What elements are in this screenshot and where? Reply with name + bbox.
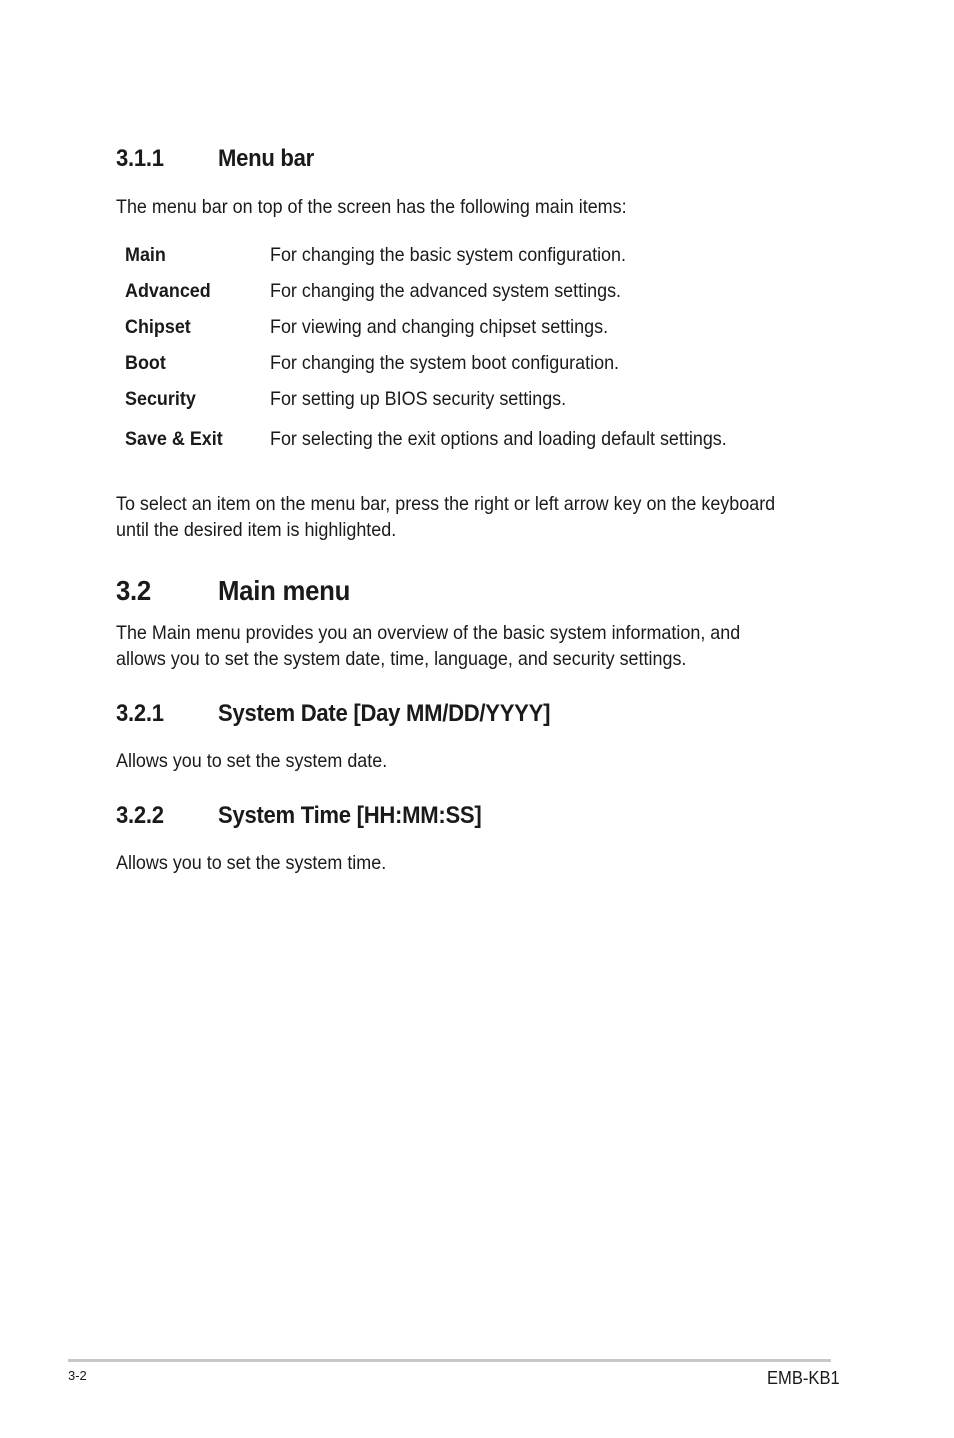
select-note-line: To select an item on the menu bar, press the right or left arrow key on the keyboard bbox=[116, 493, 776, 515]
menu-item-term: Main bbox=[125, 244, 166, 266]
menu-item-term: Security bbox=[125, 388, 196, 410]
section-title: Menu bar bbox=[218, 145, 314, 172]
section-intro: The menu bar on top of the screen has the following main items: bbox=[116, 196, 627, 218]
menu-item-term: Boot bbox=[125, 352, 166, 374]
section-number: 3.2.1 bbox=[116, 700, 164, 727]
footer-divider bbox=[68, 1359, 831, 1362]
menu-item-desc: For changing the advanced system settings. bbox=[270, 280, 622, 302]
section-paragraph-line: The Main menu provides you an overview of the basic system information, and bbox=[116, 622, 741, 644]
section-text: Allows you to set the system time. bbox=[116, 852, 387, 874]
menu-item-term: Save & Exit bbox=[125, 428, 223, 450]
section-title: Main menu bbox=[218, 575, 351, 606]
menu-item-desc: For selecting the exit options and loading default settings. bbox=[270, 428, 727, 450]
select-note-line: until the desired item is highlighted. bbox=[116, 519, 397, 541]
page-number: 3-2 bbox=[68, 1368, 87, 1383]
section-text: Allows you to set the system date. bbox=[116, 750, 388, 772]
menu-item-desc: For changing the basic system configuration. bbox=[270, 244, 626, 266]
section-number: 3.2 bbox=[116, 575, 151, 606]
menu-item-desc: For setting up BIOS security settings. bbox=[270, 388, 567, 410]
menu-item-term: Chipset bbox=[125, 316, 191, 338]
section-title: System Time [HH:MM:SS] bbox=[218, 802, 482, 829]
menu-item-desc: For viewing and changing chipset settings. bbox=[270, 316, 609, 338]
menu-item-desc: For changing the system boot configuration. bbox=[270, 352, 620, 374]
section-title: System Date [Day MM/DD/YYYY] bbox=[218, 700, 551, 727]
product-name: EMB-KB1 bbox=[767, 1368, 840, 1388]
menu-item-term: Advanced bbox=[125, 280, 211, 302]
section-number: 3.1.1 bbox=[116, 145, 164, 172]
section-number: 3.2.2 bbox=[116, 802, 164, 829]
section-paragraph-line: allows you to set the system date, time, language, and security settings. bbox=[116, 648, 687, 670]
